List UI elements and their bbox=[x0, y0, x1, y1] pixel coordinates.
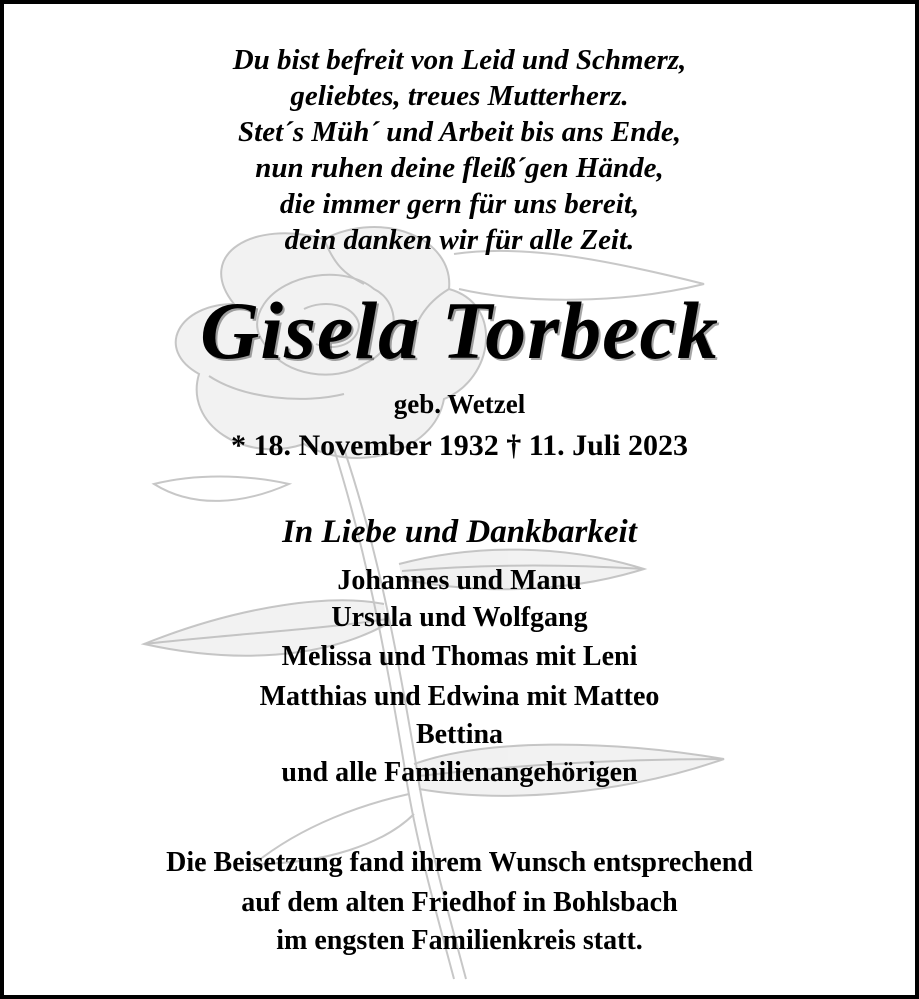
mourner-line-4: Matthias und Edwina mit Matteo bbox=[259, 681, 660, 712]
obituary-content bbox=[4, 4, 915, 995]
poem-line-3: Stet´s Müh´ und Arbeit bis ans Ende, bbox=[238, 116, 681, 148]
poem-line-1: Du bist befreit von Leid und Schmerz, bbox=[232, 44, 687, 76]
funeral-note-line-2: auf dem alten Friedhof in Bohlsbach bbox=[241, 887, 678, 918]
mourners-heading: In Liebe und Dankbarkeit bbox=[282, 514, 637, 550]
maiden-name: geb. Wetzel bbox=[393, 389, 526, 419]
funeral-note-line-3: im engsten Familienkreis statt. bbox=[276, 925, 643, 956]
poem-line-6: dein danken wir für alle Zeit. bbox=[284, 224, 635, 256]
mourner-line-1: Johannes und Manu bbox=[337, 565, 582, 596]
mourner-line-2: Ursula und Wolfgang bbox=[331, 602, 588, 633]
poem-line-2: geliebtes, treues Mutterherz. bbox=[290, 80, 629, 112]
poem-line-5: die immer gern für uns bereit, bbox=[279, 188, 640, 220]
mourner-line-3: Melissa und Thomas mit Leni bbox=[281, 641, 638, 672]
funeral-note-line-1: Die Beisetzung fand ihrem Wunsch entsprechend bbox=[166, 847, 753, 878]
deceased-name: Gisela Torbeck bbox=[200, 285, 719, 376]
mourner-line-5: Bettina bbox=[415, 719, 504, 750]
life-dates: * 18. November 1932 † 11. Juli 2023 bbox=[231, 429, 688, 462]
poem-line-4: nun ruhen deine fleiß´gen Hände, bbox=[255, 152, 664, 184]
mourner-line-6: und alle Familienangehörigen bbox=[281, 757, 638, 788]
